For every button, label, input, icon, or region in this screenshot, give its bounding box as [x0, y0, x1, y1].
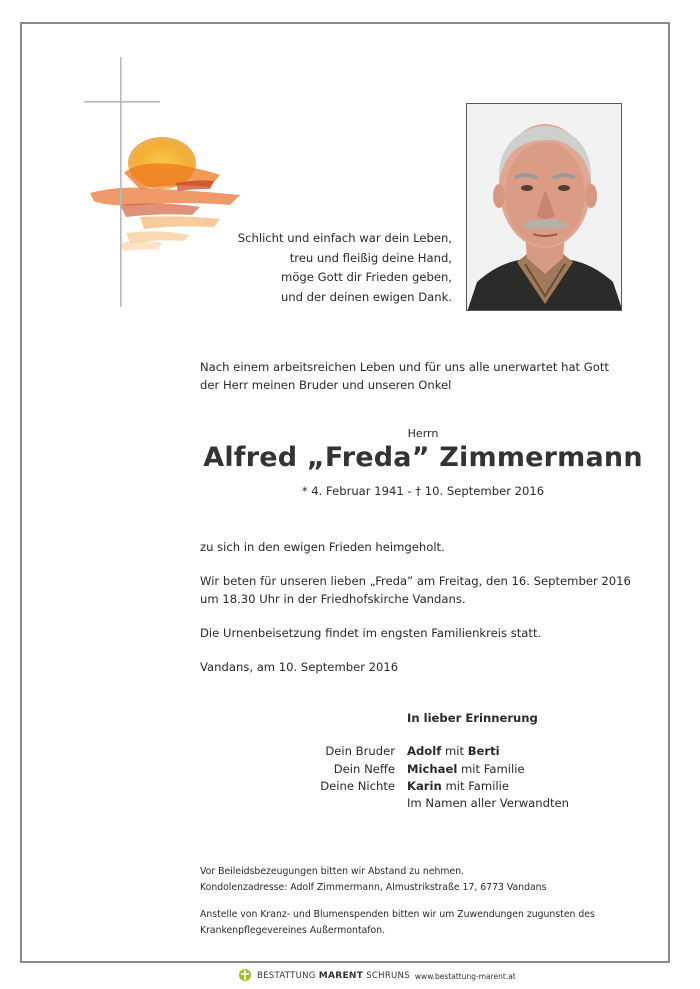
poem: [200, 229, 452, 307]
brand-prefix: BESTATTUNG: [257, 971, 316, 981]
relative-names: [407, 779, 509, 793]
burial-text: Die Urnenbeisetzung findet im engsten Familienkreis statt.: [200, 626, 542, 640]
footer-brand: [257, 971, 410, 981]
brand-name: MARENT: [318, 971, 364, 981]
prayer-text: [200, 572, 640, 608]
relative-row: [200, 744, 640, 762]
salutation: Herrn: [407, 427, 439, 440]
intro-text: [200, 358, 630, 394]
prayer-line: Wir beten für unseren lieben „Freda” am Freitag, den 16. September 2016: [200, 574, 631, 588]
intro-line: Nach einem arbeitsreichen Leben und für uns alle unerwartet hat Gott: [200, 360, 609, 374]
relative-row: [200, 779, 640, 797]
portrait-photo: [466, 103, 622, 311]
relative-row: [200, 796, 640, 814]
poem-line: und der deinen ewigen Dank.: [280, 289, 452, 304]
poem-line: treu und fleißig deine Hand,: [289, 250, 452, 265]
donation-line: Krankenpflegevereines Außermontafon.: [200, 924, 386, 936]
memory-title: In lieber Erinnerung: [407, 711, 538, 725]
relative-names: [407, 762, 525, 776]
relative-name: Adolf: [407, 744, 442, 758]
place-date: Vandans, am 10. September 2016: [200, 660, 399, 674]
condolence-line: Vor Beileidsbezeugungen bitten wir Abstand zu nehmen.: [200, 866, 465, 877]
leaf-logo-icon: [238, 968, 252, 984]
passed-text: zu sich in den ewigen Frieden heimgeholt.: [200, 540, 445, 554]
relative-relation: Dein Bruder: [325, 744, 395, 758]
intro-line: der Herr meinen Bruder und unseren Onkel: [200, 378, 452, 392]
footer: [0, 965, 700, 985]
relative-relation: Deine Nichte: [320, 779, 395, 793]
prayer-line: um 18.30 Uhr in der Friedhofskirche Vandans.: [200, 592, 466, 606]
brand-place: SCHRUNS: [366, 971, 410, 981]
condolence-line: Kondolenzadresse: Adolf Zimmermann, Almustrikstraße 17, 6773 Vandans: [200, 881, 547, 893]
poem-line: möge Gott dir Frieden geben,: [281, 270, 452, 284]
donation-line: Anstelle von Kranz- und Blumenspenden bitten wir um Zuwendungen zugunsten des: [200, 909, 595, 920]
deceased-name: Alfred „Freda” Zimmermann: [203, 442, 643, 473]
condolence-note: [200, 864, 630, 895]
relative-names: [407, 744, 500, 758]
donation-note: [200, 907, 630, 938]
relative-name: Karin: [407, 779, 442, 793]
poem-line: Schlicht und einfach war dein Leben,: [237, 231, 452, 245]
relatives-all: Im Namen aller Verwandten: [407, 796, 570, 810]
relative-name: Michael: [407, 762, 458, 776]
footer-website[interactable]: www.bestattung-marent.at: [414, 971, 516, 981]
relative-connector: mit Familie: [441, 779, 509, 793]
relative-connector: mit Familie: [457, 762, 525, 776]
life-dates: * 4. Februar 1941 - † 10. September 2016: [301, 484, 545, 498]
relative-connector: mit: [441, 744, 468, 758]
relative-relation: Dein Neffe: [333, 762, 395, 776]
relative-row: [200, 762, 640, 780]
relative-partner: Berti: [467, 744, 500, 758]
